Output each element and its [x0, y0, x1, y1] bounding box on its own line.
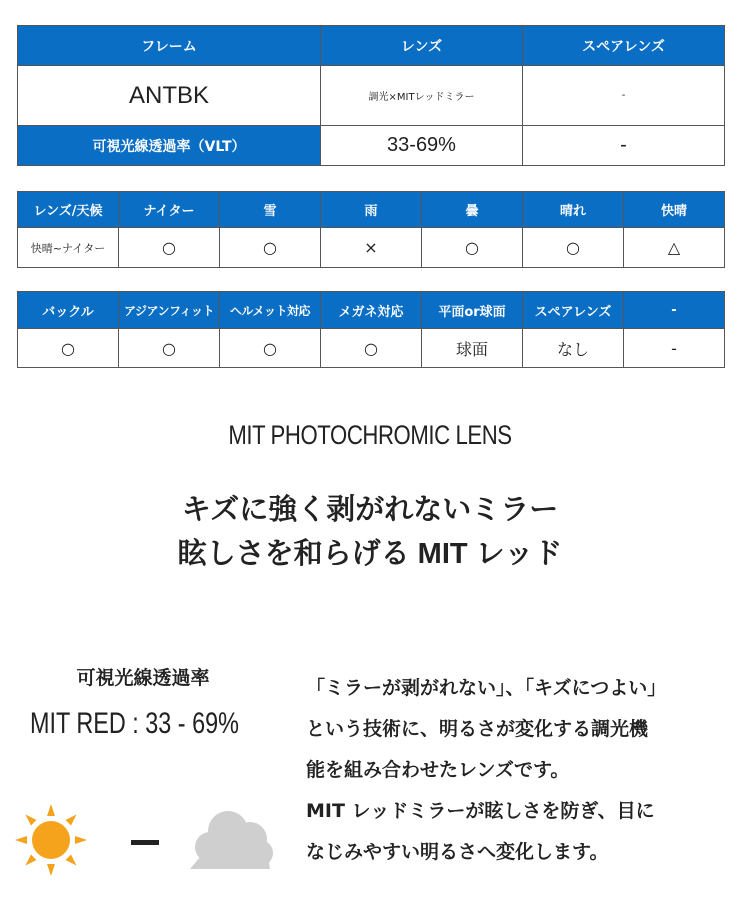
header-buckle: バックル — [18, 292, 119, 329]
header-lens: レンズ — [321, 26, 523, 66]
header-cloudy: 曇 — [422, 192, 523, 228]
header-snow: 雪 — [220, 192, 321, 228]
header-frame: フレーム — [18, 26, 321, 66]
lens-description — [306, 668, 736, 873]
description-line: という技術に、明るさが変化する調光機 — [306, 718, 649, 740]
dash-separator — [131, 840, 159, 845]
description-line: MIT レッドミラーが眩しさを防ぎ、目に — [306, 800, 655, 822]
frame-value: ANTBK — [18, 66, 321, 126]
header-dash: - — [624, 292, 725, 329]
catch-copy-line-2: 眩しさを和らげる MIT レッド — [177, 538, 563, 570]
vlt-heading: 可視光線透過率 — [76, 667, 210, 689]
header-glasses: メガネ対応 — [321, 292, 422, 329]
mark-sunny: ○ — [523, 228, 624, 268]
value-asian-fit: ○ — [119, 329, 220, 368]
header-clear: 快晴 — [624, 192, 725, 228]
lens-value: 調光×MITレッドミラー — [321, 66, 523, 126]
header-lens-weather: レンズ/天候 — [18, 192, 119, 228]
sun-icon — [13, 802, 89, 878]
spec-table-frame-lens — [17, 25, 725, 166]
mark-night: ○ — [119, 228, 220, 268]
header-asian-fit: アジアンフィット — [119, 292, 220, 329]
value-dash: - — [624, 329, 725, 368]
mark-cloudy: ○ — [422, 228, 523, 268]
vlt-red-value: MIT RED : 33 - 69% — [30, 707, 239, 740]
header-spare-lens-2: スペアレンズ — [523, 292, 624, 329]
vlt-label: 可視光線透過率（VLT） — [18, 126, 321, 166]
catch-copy-line-1: キズに強く剥がれないミラー — [181, 494, 559, 526]
mark-rain: × — [321, 228, 422, 268]
header-sunny: 晴れ — [523, 192, 624, 228]
header-flat-spherical: 平面or球面 — [422, 292, 523, 329]
mark-clear: △ — [624, 228, 725, 268]
description-line: 能を組み合わせたレンズです。 — [306, 759, 570, 781]
value-spare-lens-2: なし — [523, 329, 624, 368]
spare-lens-value: - — [523, 66, 725, 126]
header-spare-lens: スペアレンズ — [523, 26, 725, 66]
header-helmet: ヘルメット対応 — [220, 292, 321, 329]
header-night: ナイター — [119, 192, 220, 228]
weather-table — [17, 191, 725, 268]
value-buckle: ○ — [18, 329, 119, 368]
description-line: 「ミラーが剥がれない」、「キズにつよい」 — [306, 677, 667, 699]
feature-table — [17, 291, 725, 368]
weather-row-label: 快晴~ナイター — [18, 228, 119, 268]
value-glasses: ○ — [321, 329, 422, 368]
vlt-spare-cell: - — [523, 126, 725, 166]
description-line: なじみやすい明るさへ変化します。 — [306, 841, 609, 863]
lens-title: MIT PHOTOCHROMIC LENS — [228, 420, 512, 450]
cloud-icon — [190, 805, 276, 871]
header-rain: 雨 — [321, 192, 422, 228]
mark-snow: ○ — [220, 228, 321, 268]
vlt-value-cell: 33-69% — [321, 126, 523, 166]
value-flat-spherical: 球面 — [422, 329, 523, 368]
value-helmet: ○ — [220, 329, 321, 368]
